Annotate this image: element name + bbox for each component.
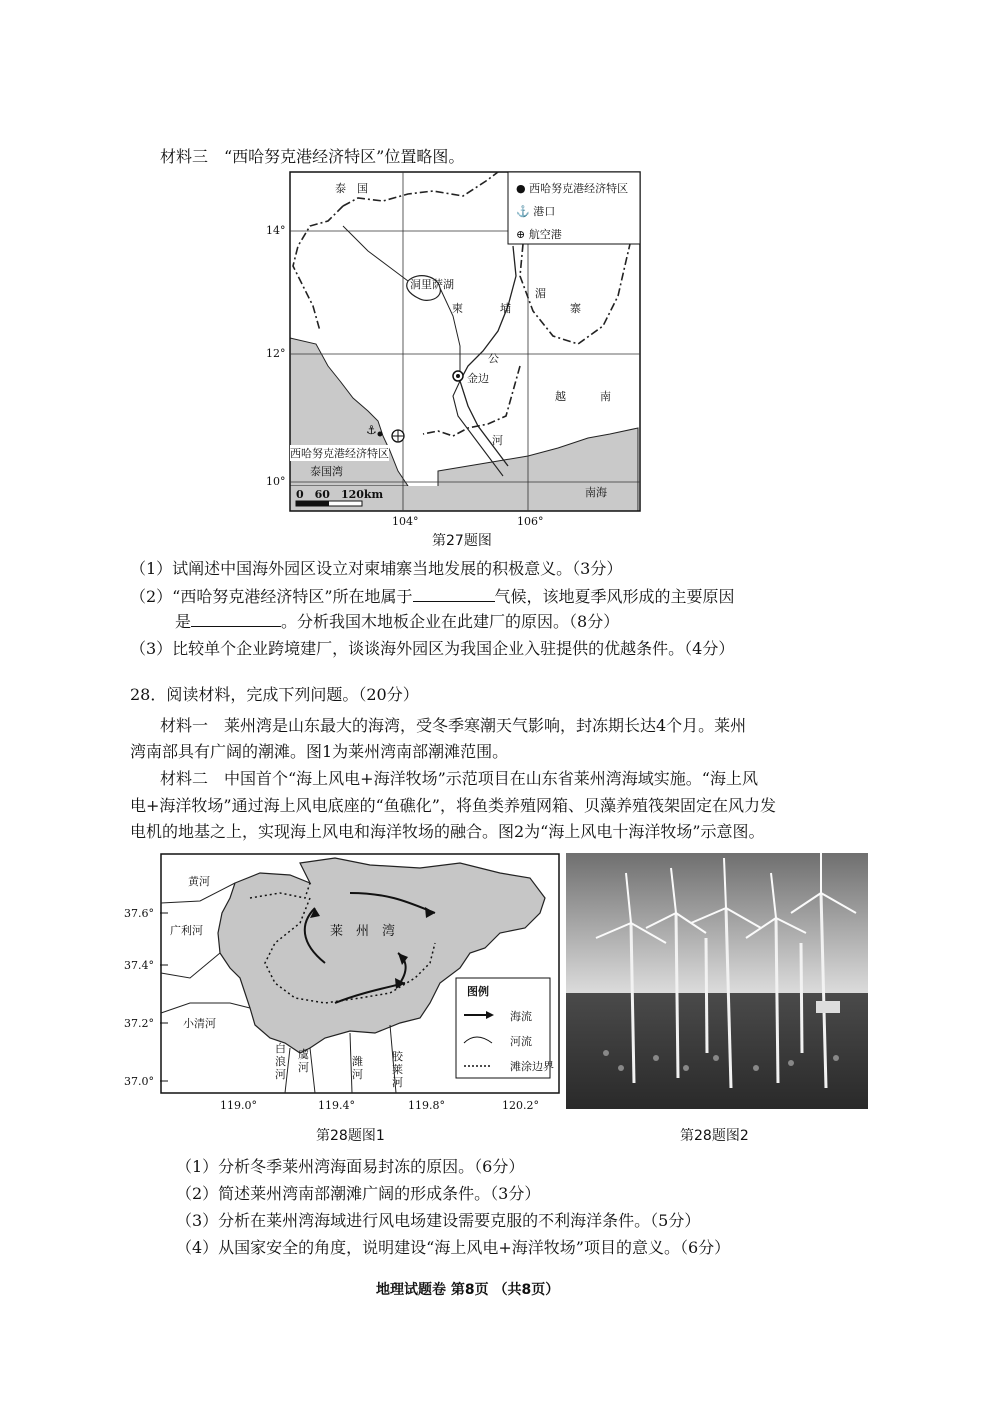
anchor-icon: ⚓ bbox=[516, 205, 530, 218]
legend-label: 西哈努克港经济特区 bbox=[529, 182, 629, 195]
q27-3: （3）比较单个企业跨境建厂，谈谈海外园区为我国企业入驻提供的优越条件。（4分） bbox=[130, 639, 735, 658]
map-label-tonle-sap: 洞里萨湖 bbox=[410, 278, 454, 291]
q27-2-text-a: （2）“西哈努克港经济特区”所在地属于 bbox=[130, 587, 413, 606]
map-label-sez: 西哈努克港经济特区 bbox=[290, 447, 389, 460]
fig1-lon-tick: 119.4° bbox=[318, 1099, 355, 1112]
legend-item-sez bbox=[516, 180, 628, 196]
material3-title: 材料三 “西哈努克港经济特区”位置略图。 bbox=[160, 147, 465, 166]
q27-2-line1 bbox=[130, 585, 735, 608]
q28-4: （4）从国家安全的角度，说明建设“海上风电+海洋牧场”项目的意义。（6分） bbox=[176, 1238, 731, 1257]
legend-item-airport bbox=[516, 226, 562, 242]
fig1-lat-tick: 37.2° bbox=[124, 1017, 154, 1030]
q27-2-text-c: 是 bbox=[175, 612, 192, 631]
fig1-label-yu: 虞河 bbox=[298, 1048, 309, 1074]
map-label-vietnam-2: 南 bbox=[600, 390, 611, 403]
q27-2-text-b: 气候，该地夏季风形成的主要原因 bbox=[494, 587, 735, 606]
answer-blank[interactable] bbox=[413, 585, 495, 602]
airport-icon: ⊕ bbox=[516, 228, 526, 241]
map-label-cambodia-2: 埔 bbox=[500, 302, 511, 315]
page-footer: 地理试题卷 第8页 （共8页） bbox=[376, 1282, 560, 1298]
map-label-mekong-2: 公 bbox=[488, 352, 499, 365]
fig1-lon-tick: 120.2° bbox=[502, 1099, 539, 1112]
figure-caption-28-2: 第28题图2 bbox=[680, 1128, 749, 1144]
fig1-label-guangli: 广利河 bbox=[170, 924, 203, 937]
map-label-cambodia-1: 柬 bbox=[452, 302, 463, 315]
map-label-thailand: 泰 国 bbox=[335, 182, 368, 195]
q28-material1-line1: 材料一 莱州湾是山东最大的海湾，受冬季寒潮天气影响，封冻期长达4个月。莱州 bbox=[160, 716, 747, 735]
fig1-lat-tick: 37.6° bbox=[124, 907, 154, 920]
map-label-vietnam-1: 越 bbox=[555, 390, 566, 403]
fig1-label-xiaoqing: 小清河 bbox=[183, 1017, 216, 1030]
map-label-mekong-1: 湄 bbox=[535, 287, 546, 300]
answer-blank[interactable] bbox=[191, 610, 281, 627]
q28-3: （3）分析在莱州湾海域进行风电场建设需要克服的不利海洋条件。（5分） bbox=[176, 1211, 701, 1230]
wind-farm-illustration bbox=[566, 853, 868, 1109]
map-label-mekong-3: 河 bbox=[492, 434, 503, 447]
q27-1: （1）试阐述中国海外园区设立对柬埔寨当地发展的积极意义。（3分） bbox=[130, 559, 623, 578]
fig1-label-huanghe: 黄河 bbox=[188, 875, 210, 888]
svg-text:⚓: ⚓ bbox=[366, 423, 377, 437]
fig1-lon-tick: 119.0° bbox=[220, 1099, 257, 1112]
lat-tick: 12° bbox=[266, 347, 286, 360]
fig1-label-bay: 莱 州 湾 bbox=[330, 924, 396, 939]
map-scale-label: 0 60 120km bbox=[296, 488, 384, 501]
fig1-legend-current: 海流 bbox=[510, 1010, 532, 1023]
map-label-gulf: 泰国湾 bbox=[310, 465, 343, 478]
fig1-legend-tidal: 滩涂边界 bbox=[510, 1060, 554, 1073]
legend-label: 港口 bbox=[533, 205, 556, 218]
fig1-lat-tick: 37.4° bbox=[124, 959, 154, 972]
fig1-lat-tick: 37.0° bbox=[124, 1075, 154, 1088]
q28-material2-line2: 电+海洋牧场”通过海上风电底座的“鱼礁化”，将鱼类养殖网箱、贝藻养殖筏架固定在风力发 bbox=[130, 796, 776, 815]
lon-tick: 104° bbox=[392, 515, 419, 528]
fig1-lon-tick: 119.8° bbox=[408, 1099, 445, 1112]
q28-material2-line1: 材料二 中国首个“海上风电+海洋牧场”示范项目在山东省莱州湾海域实施。“海上风 bbox=[160, 769, 758, 788]
legend-item-port bbox=[516, 203, 555, 219]
q28-2: （2）简述莱州湾南部潮滩广阔的形成条件。（3分） bbox=[176, 1184, 541, 1203]
map-label-phnom-penh: 金边 bbox=[467, 372, 489, 385]
dot-icon: ● bbox=[516, 182, 526, 195]
figure-caption-27: 第27题图 bbox=[432, 533, 492, 549]
fig1-label-jiaolai: 胶莱河 bbox=[392, 1050, 403, 1089]
fig1-label-wei: 潍河 bbox=[352, 1055, 363, 1081]
q27-2-text-d: 。分析我国木地板企业在此建厂的原因。（8分） bbox=[281, 612, 620, 631]
lat-tick: 14° bbox=[266, 224, 286, 237]
q28-1: （1）分析冬季莱州湾海面易封冻的原因。（6分） bbox=[176, 1157, 525, 1176]
fig1-legend-title: 图例 bbox=[467, 985, 489, 998]
map-label-south-sea: 南海 bbox=[585, 486, 607, 499]
lat-tick: 10° bbox=[266, 475, 286, 488]
fig1-label-bailang: 白浪河 bbox=[275, 1042, 286, 1081]
fig1-legend-river: 河流 bbox=[510, 1035, 532, 1048]
q28-material2-line3: 电机的地基之上，实现海上风电和海洋牧场的融合。图2为“海上风电十海洋牧场”示意图。 bbox=[130, 822, 765, 841]
q28-head: 28．阅读材料，完成下列问题。（20分） bbox=[130, 685, 419, 704]
lon-tick: 106° bbox=[517, 515, 544, 528]
q27-2-line2 bbox=[175, 610, 619, 633]
legend-label: 航空港 bbox=[528, 228, 562, 241]
figure-caption-28-1: 第28题图1 bbox=[316, 1128, 385, 1144]
map-label-cambodia-3: 寨 bbox=[570, 302, 581, 315]
q28-material1-line2: 湾南部具有广阔的潮滩。图1为莱州湾南部潮滩范围。 bbox=[130, 742, 509, 761]
